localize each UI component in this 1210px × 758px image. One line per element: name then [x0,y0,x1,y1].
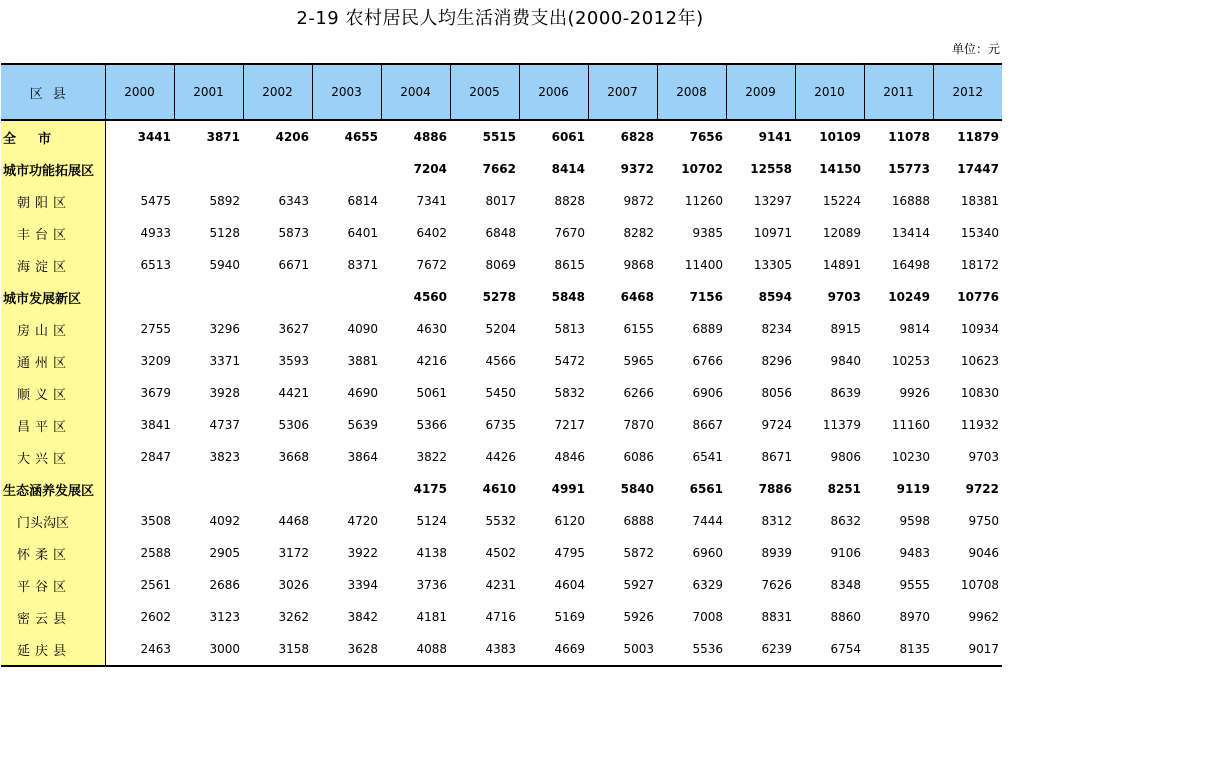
table-cell[interactable]: 11160 [891,418,930,432]
header-cell-year[interactable]: 2011 [864,64,933,120]
header-cell-year[interactable]: 2012 [933,64,1002,120]
table-cell[interactable]: 7672 [416,258,447,272]
table-cell[interactable]: 9872 [623,194,654,208]
table-cell[interactable]: 3822 [416,450,447,464]
table-cell[interactable]: 7008 [692,610,723,624]
table-cell[interactable]: 4566 [485,354,516,368]
table-cell[interactable]: 8939 [761,546,792,560]
table-cell[interactable]: 3508 [140,514,171,528]
table-cell[interactable]: 2602 [140,610,171,624]
table-cell[interactable]: 6906 [692,386,723,400]
table-cell[interactable]: 2847 [140,450,171,464]
table-cell[interactable]: 4421 [278,386,309,400]
table-cell[interactable]: 6120 [554,514,585,528]
table-cell[interactable]: 3841 [140,418,171,432]
table-row [1,313,1002,345]
header-cell-year[interactable]: 2005 [450,64,519,120]
table-cell[interactable]: 5926 [623,610,654,624]
table-row [1,441,1002,473]
table-cell[interactable]: 4426 [485,450,516,464]
table-cell[interactable]: 14150 [819,162,861,176]
table-cell[interactable]: 6561 [689,482,723,496]
table-cell[interactable]: 3262 [278,610,309,624]
table-cell[interactable]: 6468 [620,290,654,304]
table-cell[interactable] [105,153,174,185]
table-row [1,473,1002,505]
table-cell[interactable]: 14891 [822,258,861,272]
table-cell[interactable]: 4669 [519,633,588,666]
table-cell[interactable] [312,473,381,505]
table-cell[interactable]: 9962 [968,610,999,624]
table-cell[interactable]: 11400 [684,258,723,272]
table-cell[interactable]: 4090 [347,322,378,336]
table-title: 2-19 农村居民人均生活消费支出(2000-2012年) [296,8,704,29]
table-cell[interactable]: 5532 [485,514,516,528]
table-cell[interactable]: 8348 [830,578,861,592]
table-cell[interactable]: 3172 [278,546,309,560]
table-cell[interactable]: 6766 [692,354,723,368]
table-cell[interactable]: 4886 [413,130,447,144]
table-cell[interactable]: 6239 [726,633,795,666]
table-cell[interactable]: 4560 [413,290,447,304]
table-cell[interactable]: 8639 [830,386,861,400]
table-cell[interactable] [174,281,243,313]
table-cell[interactable]: 13305 [753,258,792,272]
header-cell-year[interactable]: 2010 [795,64,864,120]
table-cell[interactable]: 8251 [827,482,861,496]
table-cell[interactable]: 10249 [888,290,930,304]
table-cell[interactable]: 8069 [485,258,516,272]
table-cell[interactable]: 9703 [968,450,999,464]
table-cell[interactable]: 5366 [416,418,447,432]
table-cell[interactable]: 7156 [689,290,723,304]
table-row [1,217,1002,249]
table-cell[interactable]: 18381 [960,194,999,208]
table-cell[interactable]: 12558 [750,162,792,176]
row-label[interactable]: 平谷区 [1,569,105,601]
table-cell[interactable]: 6960 [692,546,723,560]
row-label[interactable]: 全市 [1,120,105,153]
table-cell[interactable]: 6828 [620,130,654,144]
table-cell[interactable] [312,153,381,185]
table-cell[interactable]: 3593 [278,354,309,368]
row-label[interactable]: 密云县 [1,601,105,633]
table-row [1,569,1002,601]
table-cell[interactable]: 4737 [209,418,240,432]
row-label[interactable]: 海淀区 [1,249,105,281]
table-row [1,120,1002,153]
table-row [1,633,1002,666]
table-cell[interactable]: 8667 [692,418,723,432]
table-cell[interactable]: 7662 [482,162,516,176]
table-cell[interactable]: 10253 [891,354,930,368]
table-cell[interactable]: 7870 [623,418,654,432]
table-cell[interactable]: 6402 [416,226,447,240]
table-cell[interactable]: 6155 [623,322,654,336]
table-cell[interactable]: 10708 [960,578,999,592]
table-cell[interactable]: 8296 [761,354,792,368]
table-cell[interactable]: 4655 [344,130,378,144]
header-cell-year[interactable]: 2003 [312,64,381,120]
table-cell[interactable]: 4933 [140,226,171,240]
table-cell[interactable]: 4088 [381,633,450,666]
table-row [1,345,1002,377]
table-cell[interactable]: 4604 [554,578,585,592]
table-cell[interactable]: 8831 [761,610,792,624]
table-cell[interactable]: 17447 [957,162,999,176]
table-cell[interactable]: 4846 [554,450,585,464]
table-cell[interactable]: 9483 [899,546,930,560]
table-cell[interactable]: 6266 [623,386,654,400]
table-cell[interactable]: 4231 [485,578,516,592]
unit-label: 单位：元 [951,42,1000,56]
table-cell[interactable]: 3209 [140,354,171,368]
table-cell[interactable]: 6086 [623,450,654,464]
table-cell[interactable]: 9046 [968,546,999,560]
table-cell[interactable]: 6889 [692,322,723,336]
table-cell[interactable]: 4092 [209,514,240,528]
table-cell[interactable]: 3922 [347,546,378,560]
data-table [1,63,1002,667]
table-cell[interactable]: 3871 [206,130,240,144]
table-cell[interactable]: 5128 [209,226,240,240]
table-cell[interactable]: 8828 [554,194,585,208]
table-cell[interactable]: 9385 [692,226,723,240]
table-body [1,120,1002,666]
table-row [1,601,1002,633]
table-cell[interactable]: 10971 [753,226,792,240]
table-cell[interactable] [312,281,381,313]
table-cell[interactable]: 5450 [485,386,516,400]
row-label[interactable]: 朝阳区 [1,185,105,217]
table-cell[interactable]: 4690 [347,386,378,400]
table-cell[interactable]: 5832 [554,386,585,400]
table-cell[interactable]: 10934 [960,322,999,336]
table-row [1,249,1002,281]
table-cell[interactable]: 3000 [174,633,243,666]
table-cell[interactable]: 11932 [960,418,999,432]
table-cell[interactable]: 4181 [416,610,447,624]
table-cell[interactable]: 7444 [692,514,723,528]
table-row [1,537,1002,569]
table-cell[interactable]: 9840 [830,354,861,368]
header-row [1,64,1002,120]
table-cell[interactable] [174,153,243,185]
table-cell[interactable]: 7670 [554,226,585,240]
table-cell[interactable]: 9106 [830,546,861,560]
table-cell[interactable]: 5639 [347,418,378,432]
table-cell[interactable]: 10109 [819,130,861,144]
table-cell[interactable] [105,281,174,313]
table-cell[interactable]: 5204 [485,322,516,336]
table-cell[interactable]: 5306 [278,418,309,432]
table-cell[interactable] [243,473,312,505]
table-row [1,505,1002,537]
table-cell[interactable]: 5472 [554,354,585,368]
table-cell[interactable]: 7886 [758,482,792,496]
table-row [1,377,1002,409]
table-cell[interactable]: 5892 [209,194,240,208]
table-cell[interactable]: 2588 [140,546,171,560]
table-cell[interactable]: 5536 [657,633,726,666]
table-cell[interactable]: 7341 [416,194,447,208]
table-cell[interactable]: 4630 [416,322,447,336]
table-cell[interactable]: 4502 [485,546,516,560]
row-label[interactable]: 大兴区 [1,441,105,473]
table-cell[interactable]: 5515 [482,130,516,144]
table-cell[interactable]: 13297 [753,194,792,208]
table-cell[interactable]: 11078 [888,130,930,144]
row-label[interactable]: 城市发展新区 [1,281,105,313]
table-cell[interactable]: 5940 [209,258,240,272]
table-cell[interactable]: 4991 [551,482,585,496]
table-cell[interactable]: 4720 [347,514,378,528]
row-label[interactable]: 房山区 [1,313,105,345]
table-cell[interactable] [174,473,243,505]
table-cell[interactable]: 5003 [588,633,657,666]
table-cell[interactable]: 9926 [899,386,930,400]
table-cell[interactable]: 10702 [681,162,723,176]
table-cell[interactable]: 9555 [899,578,930,592]
table-cell[interactable]: 3296 [209,322,240,336]
table-cell[interactable]: 9372 [620,162,654,176]
table-cell[interactable]: 3864 [347,450,378,464]
table-cell[interactable]: 8135 [864,633,933,666]
table-cell[interactable]: 9750 [968,514,999,528]
table-cell[interactable]: 6541 [692,450,723,464]
row-label[interactable]: 丰台区 [1,217,105,249]
table-cell[interactable]: 6814 [347,194,378,208]
table-cell[interactable] [243,153,312,185]
header-cell-year[interactable]: 2006 [519,64,588,120]
table-cell[interactable]: 4175 [413,482,447,496]
table-row [1,281,1002,313]
row-label[interactable]: 门头沟区 [1,505,105,537]
table-cell[interactable]: 8017 [485,194,516,208]
table-cell[interactable]: 11879 [957,130,999,144]
table-cell[interactable]: 6513 [140,258,171,272]
table-cell[interactable]: 8970 [899,610,930,624]
row-label[interactable]: 城市功能拓展区 [1,153,105,185]
table-cell[interactable]: 2755 [140,322,171,336]
table-cell[interactable]: 3928 [209,386,240,400]
table-cell[interactable]: 6061 [551,130,585,144]
table-cell[interactable]: 5278 [482,290,516,304]
table-cell[interactable]: 3842 [347,610,378,624]
table-cell[interactable]: 5813 [554,322,585,336]
table-cell[interactable]: 18172 [960,258,999,272]
table-cell[interactable]: 9724 [761,418,792,432]
table-cell[interactable] [105,473,174,505]
table-cell[interactable]: 8414 [551,162,585,176]
table-header [1,64,1002,120]
table-cell[interactable]: 6401 [347,226,378,240]
table-cell[interactable]: 2561 [140,578,171,592]
table-cell[interactable]: 9141 [758,130,792,144]
table-cell[interactable]: 5840 [620,482,654,496]
table-cell[interactable]: 3823 [209,450,240,464]
table-cell[interactable]: 6848 [485,226,516,240]
table-cell[interactable]: 10230 [891,450,930,464]
table-cell[interactable]: 9017 [933,633,1002,666]
table-cell[interactable]: 10623 [960,354,999,368]
header-cell-year[interactable]: 2001 [174,64,243,120]
table-cell[interactable]: 3736 [416,578,447,592]
table-cell[interactable]: 16498 [891,258,930,272]
table-cell[interactable]: 6888 [623,514,654,528]
table-cell[interactable]: 4468 [278,514,309,528]
table-cell[interactable]: 8312 [761,514,792,528]
table-cell[interactable]: 11379 [822,418,861,432]
row-label[interactable]: 怀柔区 [1,537,105,569]
table-row [1,153,1002,185]
table-cell[interactable]: 5124 [416,514,447,528]
header-cell-district[interactable]: 区县 [1,64,105,120]
table-cell[interactable]: 5061 [416,386,447,400]
table-cell[interactable]: 3627 [278,322,309,336]
table-cell[interactable]: 5872 [623,546,654,560]
table-cell[interactable]: 3628 [312,633,381,666]
header-cell-year[interactable]: 2008 [657,64,726,120]
table-cell[interactable]: 9868 [623,258,654,272]
table-cell[interactable]: 6754 [795,633,864,666]
table-cell[interactable]: 15224 [822,194,861,208]
table-cell[interactable]: 7204 [413,162,447,176]
table-cell[interactable]: 3668 [278,450,309,464]
table-cell[interactable]: 8632 [830,514,861,528]
header-cell-year[interactable]: 2000 [105,64,174,120]
table-cell[interactable]: 9703 [827,290,861,304]
table-cell[interactable]: 5927 [623,578,654,592]
table-cell[interactable]: 8234 [761,322,792,336]
header-cell-year[interactable]: 2004 [381,64,450,120]
table-cell[interactable]: 15340 [960,226,999,240]
table-cell[interactable]: 8282 [623,226,654,240]
table-cell[interactable]: 5848 [551,290,585,304]
table-cell[interactable]: 8594 [758,290,792,304]
table-cell[interactable]: 3679 [140,386,171,400]
table-cell[interactable]: 8860 [830,610,861,624]
table-cell[interactable]: 3371 [209,354,240,368]
row-label[interactable]: 生态涵养发展区 [1,473,105,505]
table-cell[interactable]: 10830 [960,386,999,400]
table-cell[interactable]: 5965 [623,354,654,368]
table-cell[interactable]: 8056 [761,386,792,400]
table-cell[interactable]: 6343 [278,194,309,208]
table-row [1,409,1002,441]
table-cell[interactable]: 6671 [278,258,309,272]
table-cell[interactable]: 3881 [347,354,378,368]
row-label[interactable]: 昌平区 [1,409,105,441]
header-cell-year[interactable]: 2007 [588,64,657,120]
table-cell[interactable]: 7626 [761,578,792,592]
table-cell[interactable]: 10776 [957,290,999,304]
table-cell[interactable]: 3026 [278,578,309,592]
table-cell[interactable]: 8671 [761,450,792,464]
table-cell[interactable]: 6329 [692,578,723,592]
header-cell-year[interactable]: 2009 [726,64,795,120]
table-cell[interactable]: 7217 [554,418,585,432]
table-cell[interactable]: 4795 [554,546,585,560]
table-cell[interactable]: 5169 [554,610,585,624]
table-cell[interactable]: 9598 [899,514,930,528]
table-cell[interactable]: 2905 [209,546,240,560]
table-cell[interactable]: 9722 [965,482,999,496]
table-cell[interactable]: 3123 [209,610,240,624]
header-cell-year[interactable]: 2002 [243,64,312,120]
row-label[interactable]: 顺义区 [1,377,105,409]
table-cell[interactable]: 9806 [830,450,861,464]
table-cell[interactable]: 7656 [689,130,723,144]
table-cell[interactable]: 6735 [485,418,516,432]
table-cell[interactable]: 4206 [275,130,309,144]
table-cell[interactable]: 5475 [140,194,171,208]
table-cell[interactable]: 11260 [684,194,723,208]
table-cell[interactable]: 3394 [347,578,378,592]
table-cell[interactable]: 8371 [347,258,378,272]
table-cell[interactable]: 12089 [822,226,861,240]
table-cell[interactable]: 3441 [137,130,171,144]
table-cell[interactable]: 4610 [482,482,516,496]
table-row [1,185,1002,217]
table-cell[interactable]: 8915 [830,322,861,336]
table-cell[interactable]: 9119 [896,482,930,496]
table-cell[interactable]: 13414 [891,226,930,240]
table-cell[interactable]: 15773 [888,162,930,176]
row-label[interactable]: 延庆县 [1,633,105,666]
table-cell[interactable]: 5873 [278,226,309,240]
table-cell[interactable]: 4216 [416,354,447,368]
table-cell[interactable]: 2463 [105,633,174,666]
table-cell[interactable]: 16888 [891,194,930,208]
table-cell[interactable]: 2686 [209,578,240,592]
table-cell[interactable]: 4383 [450,633,519,666]
table-cell[interactable] [243,281,312,313]
table-cell[interactable]: 4716 [485,610,516,624]
table-cell[interactable]: 3158 [243,633,312,666]
table-cell[interactable]: 4138 [416,546,447,560]
table-cell[interactable]: 9814 [899,322,930,336]
row-label[interactable]: 通州区 [1,345,105,377]
table-cell[interactable]: 8615 [554,258,585,272]
